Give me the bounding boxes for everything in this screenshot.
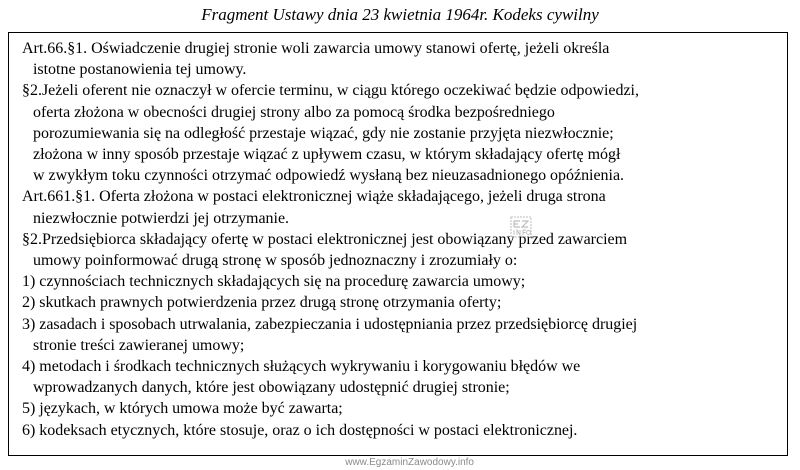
watermark-logo-icon <box>510 216 532 238</box>
law-line: 2) skutkach prawnych potwierdzenia przez drugą stronę otrzymania oferty; <box>22 294 502 312</box>
law-line: Art.66.§1. Oświadczenie drugiej stronie woli zawarcia umowy stanowi ofertę, jeżeli określa <box>22 40 610 57</box>
law-line: 4) metodach i środkach technicznych służących wykrywaniu i korygowaniu błędów we <box>22 358 581 376</box>
law-line: 6) kodeksach etycznych, które stosuje, oraz o ich dostępności w postaci elektronicznej. <box>22 421 578 439</box>
law-line: 1) czynnościach technicznych składających się na procedurę zawarcia umowy; <box>22 273 526 291</box>
law-line: niezwłocznie potwierdzi jej otrzymanie. <box>33 209 290 227</box>
law-line: porozumiewania się na odległość przestaje wiązać, gdy nie zostanie przyjęta niezwłocznie; <box>33 124 614 142</box>
watermark-url: www.EgzaminZawodowy.info <box>345 457 474 468</box>
law-line: umowy poinformować drugą stronę w sposób jednoznaczny i zrozumiały o: <box>33 252 518 270</box>
law-line: 5) językach, w których umowa może być zawarta; <box>22 400 343 418</box>
law-line: złożona w inny sposób przestaje wiązać z upływem czasu, w którym składający ofertę mógł <box>33 146 621 164</box>
law-line: w zwykłym toku czynności otrzymać odpowiedź wysłaną bez nieuzasadnionego opóźnienia. <box>33 167 625 185</box>
law-line: §2.Przedsiębiorca składający ofertę w postaci elektronicznej jest obowiązany przed zawarciem <box>22 230 627 248</box>
law-line: istotne postanowienia tej umowy. <box>33 61 247 79</box>
law-line: Art.661.§1. Oferta złożona w postaci elektronicznej wiąże składającego, jeżeli druga strona <box>22 188 606 206</box>
law-line: wprowadzanych danych, które jest obowiązany udostępnić drugiej stronie; <box>33 379 510 397</box>
law-line: §2.Jeżeli oferent nie oznaczył w ofercie terminu, w ciągu którego oczekiwać będzie odpowiedzi, <box>22 82 639 100</box>
law-line: stronie treści zawieranej umowy; <box>33 336 245 354</box>
law-line: 3) zasadach i sposobach utrwalania, zabezpieczania i udostępniania przez przedsiębiorcę drugiej <box>22 315 638 333</box>
law-text-box <box>8 32 788 456</box>
law-line: oferta złożona w obecności drugiej strony albo za pomocą środka bezpośredniego <box>33 103 555 121</box>
page-title: Fragment Ustawy dnia 23 kwietnia 1964r. Kodeks cywilny <box>201 5 599 24</box>
